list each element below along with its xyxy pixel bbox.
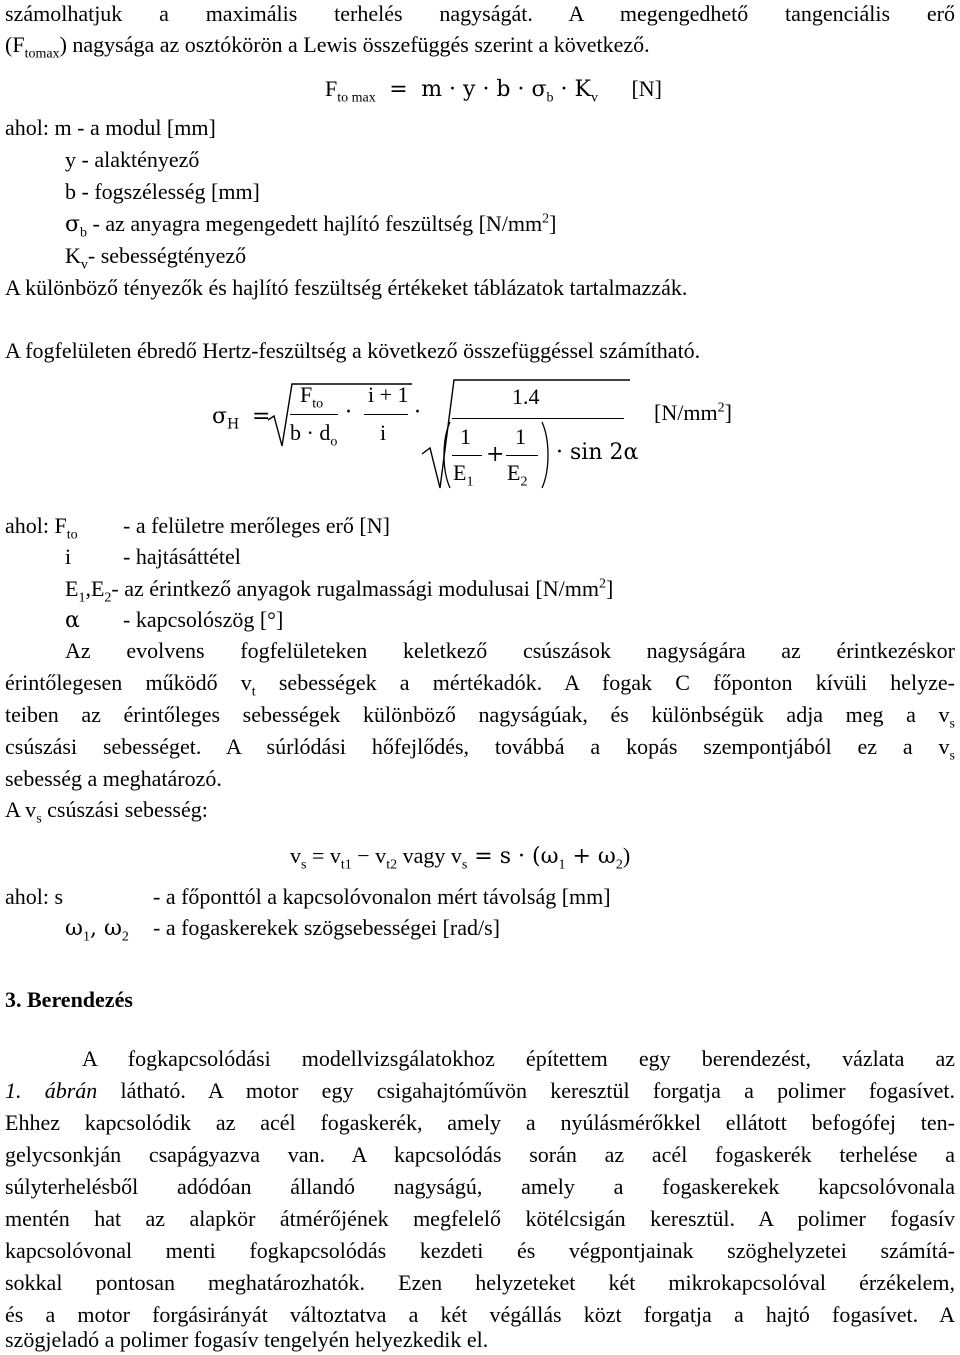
hertz-def-i: i - hajtásáttétel [65,544,241,569]
slip-para-line-3: teiben az érintőleges sebességek különböző nagyságúak, és különbségük adja meg a $v_s$ [5,702,955,732]
paren-right [540,420,552,490]
slip-def-omega: $\omega_1$, $\omega_2$ - a fogaskerekek szögsebességei [rad/s] [65,915,500,945]
lewis-def-m: ahol: m - a modul [mm] [5,115,216,140]
hertz-intro: A fogfelületen ébredő Hertz-feszültség a következő összefüggéssel számítható. [5,338,701,363]
lewis-formula: $F_{to max} = m \cdot y \cdot b \cdot \sigma_b \cdot K_v$ [N] [325,76,662,106]
body-line-10: szögjeladó a polimer fogasív tengelyén helyezkedik el. [5,1327,489,1352]
slip-def-s: ahol: s - a főponttól a kapcsolóvonalon mért távolság [mm] [5,884,611,909]
hertz-def-alpha: α - kapcsolószög [°] [65,607,284,633]
lewis-def-kv: $K_v-$ sebességtényező [65,243,247,273]
lewis-tables-note: A különböző tényezők és hajlító feszültség értékeket táblázatok tartalmazzák. [5,275,688,300]
body-line-3: Ehhez kapcsolódik az acél fogaskerék, amely a nyúlásmérőkkel ellátott befogófej ten- [5,1110,955,1135]
body-line-9: és a motor forgásirányát változtatva a két végállás közt forgatja a hajtó fogasívet. A [5,1302,955,1327]
lewis-def-y: y - alaktényező [65,147,200,172]
paren-left [440,420,452,490]
body-line-1: A fogkapcsolódási modellvizsgálatokhoz építettem egy berendezést, vázlata az [82,1046,955,1071]
slip-para-line-5: sebesség a meghatározó. [5,766,222,791]
lewis-def-b: b - fogszélesség [mm] [65,179,260,204]
figure-reference: 1. ábrán [5,1078,98,1103]
body-line-4: gelycsonkján csapágyazva van. A kapcsolódás során az acél fogaskerék terhelése a [5,1142,955,1167]
slip-para-line-6: A $v_s$ csúszási sebesség: [5,797,208,827]
intro-line-2: $(F_{tomax})$ nagysága az osztókörön a Lewis összefüggés szerint a következő. [5,32,650,62]
body-line-7: kapcsolóvonal menti fogkapcsolódás kezdeti és végpontjainak szöghelyzetei számítá- [5,1238,955,1263]
intro-line-1: számolhatjuk a maximális terhelés nagyságát. A megengedhető tangenciális erő [5,1,955,26]
slip-para-line-2: érintőlegesen működő $v_t$ sebességek a mértékadók. A fogak C főponton kívüli helyze- [5,670,955,700]
body-line-8: sokkal pontosan meghatározhatók. Ezen helyzeteket két mikrokapcsolóval érzékelem, [5,1270,955,1295]
body-line-5: súlyterhelésből adódóan állandó nagyságú, amely a fogaskerekek kapcsolóvonala [5,1174,955,1199]
hertz-def-fto: ahol: $F_{to}$ - a felületre merőleges erő [N] [5,513,390,543]
slip-para-line-1: Az evolvens fogfelületeken keletkező csúszások nagyságára az érintkezéskor [65,638,955,663]
hertz-def-e: $E_1,E_2-$ az érintkező anyagok rugalmassági modulusai $[N/mm^2]$ [65,576,614,606]
body-line-2: 1. ábrán látható. A motor egy csigahajtóművön keresztül forgatja a polimer fogasívet. [5,1078,955,1103]
body-line-6: mentén hat az alapkör átmérőjének megfelelő kötélcsigán keresztül. A polimer fogasív [5,1206,955,1231]
slip-para-line-4: csúszási sebességet. A súrlódási hőfejlődés, továbbá a kopás szempontjából ez a $v_s$ [5,734,955,764]
slip-formula: $v_s = v_{t1} - v_{t2}$ vagy $v_s = s \cdot (\omega_1 + \omega_2)$ [290,843,631,873]
lewis-def-sigma: $\sigma_b$ - az anyagra megengedett hajlító feszültség $[N/mm^2]$ [65,211,557,241]
section-heading: 3. Berendezés [5,987,133,1012]
